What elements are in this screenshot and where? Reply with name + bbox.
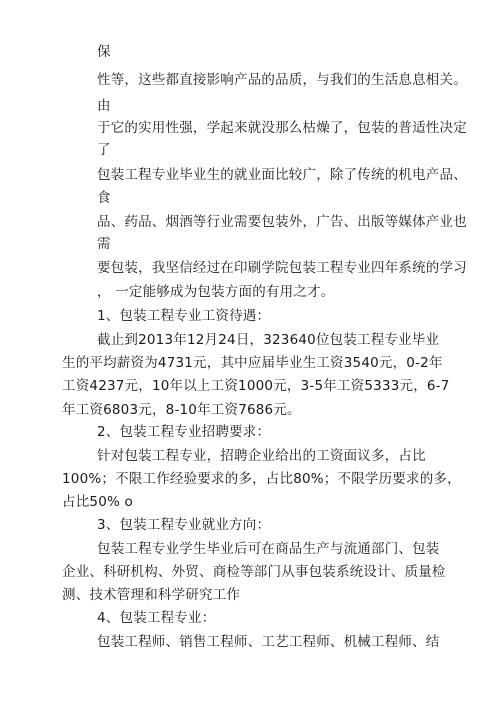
text-line: 截止到2013年12月24日，323640位包装工程专业毕业 xyxy=(97,332,440,348)
text-line: 针对包装工程专业，招聘企业给出的工资面议多，占比 xyxy=(97,448,426,464)
section-heading: 2、包装工程专业招聘要求： xyxy=(97,424,271,440)
section-heading: 4、包装工程专业： xyxy=(97,610,216,626)
text-line: 品、药品、烟酒等行业需要包装外，广告、出版等媒体产业也 xyxy=(97,214,467,230)
text-line: 工资4237元，10年以上工资1000元，3-5年工资5333元，6-7 xyxy=(62,378,450,394)
section-heading: 1、包装工程专业工资待遇： xyxy=(97,308,271,324)
text-line: 了 xyxy=(97,142,111,158)
text-line: 要包装，我坚信经过在印刷学院包装工程专业四年系统的学习 xyxy=(97,260,467,276)
text-line: 年工资6803元，8-10年工资7686元。 xyxy=(62,402,301,418)
text-line: 包装工程专业毕业生的就业面比较广，除了传统的机电产品、 xyxy=(97,167,467,183)
section-heading: 3、包装工程专业就业方向： xyxy=(97,517,271,533)
text-line: 测、技术管理和科学研究工作 xyxy=(62,587,241,603)
text-line: 包装工程师、销售工程师、工艺工程师、机械工程师、结 xyxy=(97,634,440,650)
text-line: 企业、科研机构、外贸、商检等部门从事包装系统设计、质量检 xyxy=(62,564,446,580)
text-line: 食 xyxy=(97,190,111,206)
text-line: 包装工程专业学生毕业后可在商品生产与流通部门、包装 xyxy=(97,541,440,557)
text-line: 由 xyxy=(97,98,111,114)
text-line: 于它的实用性强，学起来就没那么枯燥了，包装的普适性决定 xyxy=(97,120,467,136)
text-line: 生的平均薪资为4731元，其中应届毕业生工资3540元，0-2年 xyxy=(62,355,443,371)
text-line: 性等，这些都直接影响产品的品质，与我们的生活息息相关。 xyxy=(97,72,467,88)
text-line: 占比50% o xyxy=(62,494,133,510)
text-line: ， 一定能够成为包装方面的有用之才。 xyxy=(97,284,335,300)
text-line: 保 xyxy=(97,44,111,60)
text-line: 需 xyxy=(97,236,111,252)
text-line: 100%；不限工作经验要求的多，占比80%；不限学历要求的多， xyxy=(62,471,461,487)
